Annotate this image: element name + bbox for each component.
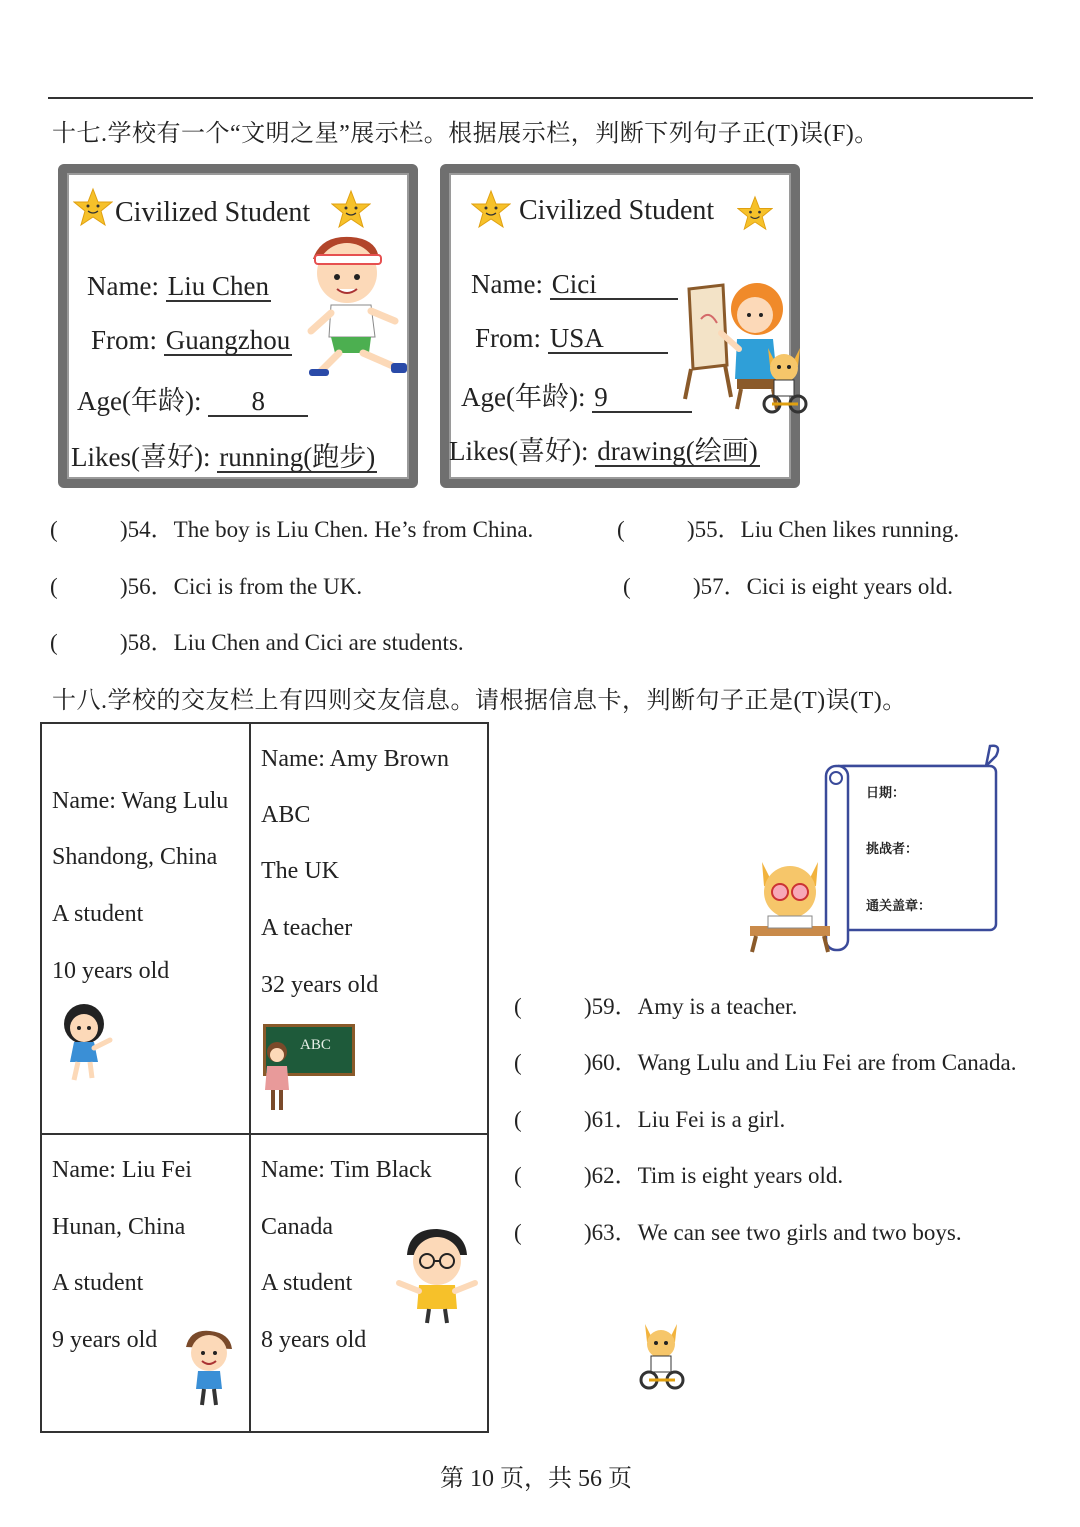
from-value: Guangzhou bbox=[165, 325, 291, 355]
info-line: Canada bbox=[261, 1214, 333, 1240]
answer-paren[interactable]: ( bbox=[617, 517, 625, 542]
age-line bbox=[461, 375, 692, 414]
cat-reading-illustration bbox=[746, 850, 836, 954]
boy-with-glasses-illustration bbox=[393, 1225, 479, 1325]
question-57 bbox=[623, 568, 953, 601]
scroll-stamp-label: 通关盖章： bbox=[866, 899, 932, 914]
answer-paren[interactable]: ( bbox=[50, 574, 58, 599]
cat-on-bike-illustration bbox=[758, 340, 810, 418]
info-line: 32 years old bbox=[261, 972, 379, 998]
question-text: )62．Tim is eight years old. bbox=[584, 1163, 844, 1188]
name-label: Name: bbox=[471, 269, 543, 299]
answer-paren[interactable]: ( bbox=[514, 1220, 522, 1245]
info-line: Shandong, China bbox=[52, 844, 218, 870]
from-label: From: bbox=[91, 325, 158, 355]
info-line: Name: Wang Lulu bbox=[52, 788, 229, 814]
question-62 bbox=[514, 1157, 843, 1190]
star-icon bbox=[737, 195, 773, 231]
likes-line bbox=[71, 435, 377, 474]
scroll-date-label: 日期： bbox=[866, 786, 906, 801]
from-label: From: bbox=[475, 323, 542, 353]
info-line: Name: Amy Brown bbox=[261, 746, 449, 772]
civilized-student-card-liu-chen bbox=[58, 164, 418, 488]
likes-line bbox=[449, 429, 760, 468]
answer-paren[interactable]: ( bbox=[623, 574, 631, 599]
girl-illustration bbox=[54, 1002, 116, 1084]
likes-label: Likes(喜好): bbox=[449, 436, 589, 466]
name-value: Liu Chen bbox=[167, 271, 269, 301]
info-line: Name: Tim Black bbox=[261, 1157, 432, 1183]
info-line: A teacher bbox=[261, 915, 353, 941]
info-card-wang-lulu bbox=[41, 723, 250, 1134]
name-value: Cici bbox=[550, 270, 678, 300]
info-line: 8 years old bbox=[261, 1327, 367, 1353]
card-title: Civilized Student bbox=[519, 195, 715, 226]
info-line: 10 years old bbox=[52, 958, 170, 984]
boy-illustration bbox=[180, 1327, 238, 1409]
page-footer: 第 10 页，共 56 页 bbox=[440, 1466, 632, 1492]
question-text: )56．Cici is from the UK. bbox=[120, 574, 363, 599]
info-line: The UK bbox=[261, 858, 339, 884]
age-line bbox=[77, 379, 308, 418]
question-58 bbox=[50, 624, 464, 657]
question-text: )63．We can see two girls and two boys. bbox=[584, 1220, 962, 1245]
question-text: )54．The boy is Liu Chen. He’s from China. bbox=[120, 517, 534, 542]
star-icon bbox=[471, 189, 511, 229]
name-label: Name: bbox=[87, 271, 159, 301]
likes-value: drawing(绘画) bbox=[597, 436, 758, 466]
civilized-student-card-cici bbox=[440, 164, 800, 488]
info-line: 9 years old bbox=[52, 1327, 158, 1353]
question-text: )61．Liu Fei is a girl. bbox=[584, 1107, 786, 1132]
star-icon bbox=[73, 187, 113, 227]
question-54 bbox=[50, 511, 533, 544]
friend-info-table bbox=[40, 722, 489, 1433]
cat-on-bike-illustration bbox=[634, 1316, 688, 1394]
question-55 bbox=[617, 511, 959, 544]
name-line bbox=[471, 269, 678, 300]
info-card-liu-fei bbox=[41, 1134, 250, 1432]
age-label: Age(年龄): bbox=[461, 382, 586, 412]
answer-paren[interactable]: ( bbox=[514, 1050, 522, 1075]
question-56 bbox=[50, 568, 362, 601]
likes-value: running(跑步) bbox=[219, 442, 376, 472]
from-line bbox=[475, 323, 668, 354]
question-text: )57．Cici is eight years old. bbox=[693, 574, 953, 599]
info-line: Name: Liu Fei bbox=[52, 1157, 192, 1183]
age-label: Age(年龄): bbox=[77, 386, 202, 416]
question-text: )55．Liu Chen likes running. bbox=[687, 517, 960, 542]
answer-paren[interactable]: ( bbox=[514, 994, 522, 1019]
answer-paren[interactable]: ( bbox=[50, 517, 58, 542]
question-61 bbox=[514, 1101, 785, 1134]
star-icon bbox=[331, 189, 371, 229]
question-text: )58．Liu Chen and Cici are students. bbox=[120, 630, 464, 655]
info-line: A student bbox=[261, 1270, 353, 1296]
likes-label: Likes(喜好): bbox=[71, 442, 211, 472]
info-line: ABC bbox=[261, 802, 311, 828]
section-18-heading: 十八.学校的交友栏上有四则交友信息。请根据信息卡，判断句子正是(T)误(T)。 bbox=[52, 688, 907, 714]
question-text: )59．Amy is a teacher. bbox=[584, 994, 798, 1019]
age-value: 9 bbox=[592, 383, 692, 413]
answer-paren[interactable]: ( bbox=[50, 630, 58, 655]
from-line bbox=[91, 325, 292, 356]
question-59 bbox=[514, 988, 797, 1021]
info-line: A student bbox=[52, 901, 144, 927]
from-value: USA bbox=[548, 324, 668, 354]
info-card-amy-brown bbox=[250, 723, 488, 1134]
card-title: Civilized Student bbox=[115, 197, 311, 228]
info-line: Hunan, China bbox=[52, 1214, 186, 1240]
question-63 bbox=[514, 1214, 962, 1247]
top-rule bbox=[48, 97, 1033, 99]
answer-paren[interactable]: ( bbox=[514, 1107, 522, 1132]
info-card-tim-black bbox=[250, 1134, 488, 1432]
age-value: 8 bbox=[208, 387, 308, 417]
question-60 bbox=[514, 1044, 1016, 1077]
teacher-illustration bbox=[261, 1040, 295, 1114]
scroll-challenger-label: 挑战者： bbox=[866, 842, 919, 857]
chalkboard-text: ABC bbox=[300, 1037, 331, 1053]
section-17-heading: 十七.学校有一个“文明之星”展示栏。根据展示栏，判断下列句子正(T)误(F)。 bbox=[52, 121, 879, 147]
question-text: )60．Wang Lulu and Liu Fei are from Canada. bbox=[584, 1050, 1017, 1075]
answer-paren[interactable]: ( bbox=[514, 1163, 522, 1188]
name-line bbox=[87, 271, 271, 302]
running-boy-illustration bbox=[291, 229, 411, 379]
info-line: A student bbox=[52, 1270, 144, 1296]
